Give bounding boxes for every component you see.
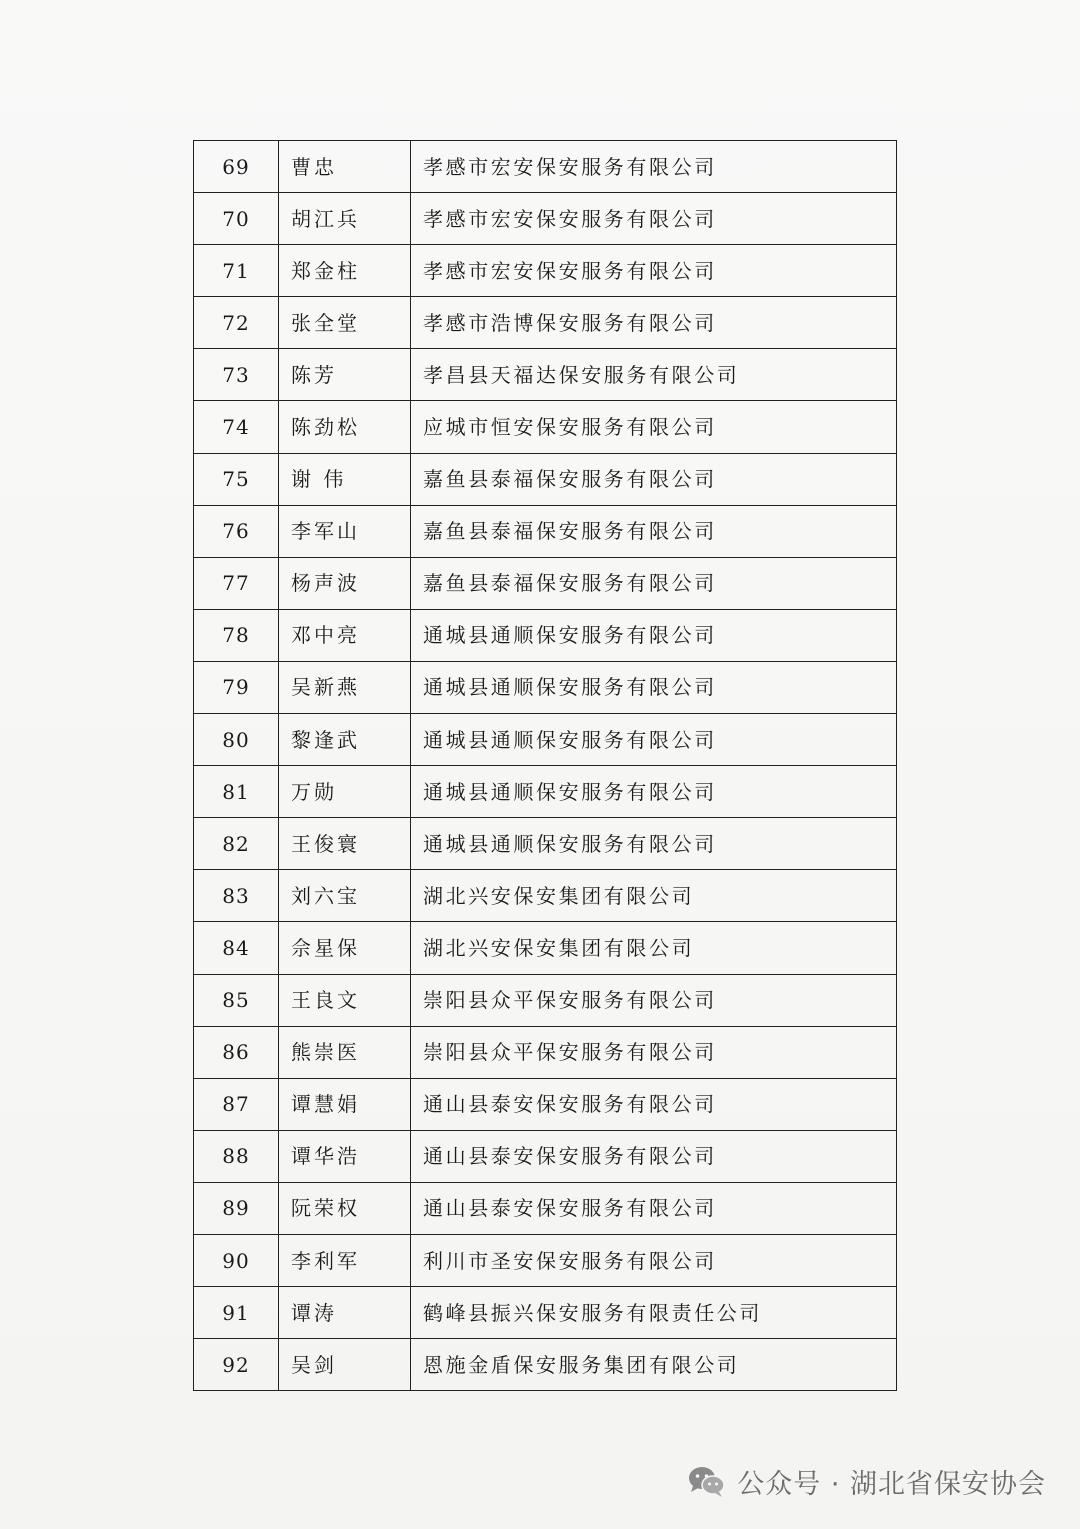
person-name: 陈劲松 (279, 401, 411, 453)
row-number: 74 (194, 401, 279, 453)
wechat-icon (687, 1465, 727, 1499)
company-name: 湖北兴安保安集团有限公司 (411, 922, 897, 974)
person-name: 胡江兵 (279, 193, 411, 245)
row-number: 75 (194, 453, 279, 505)
table-row (194, 453, 897, 505)
person-name: 曹忠 (279, 141, 411, 193)
table-row (194, 349, 897, 401)
row-number: 90 (194, 1234, 279, 1286)
person-name: 李利军 (279, 1234, 411, 1286)
company-name: 孝感市宏安保安服务有限公司 (411, 141, 897, 193)
row-number: 91 (194, 1287, 279, 1339)
company-name: 恩施金盾保安服务集团有限公司 (411, 1339, 897, 1391)
person-name: 邓中亮 (279, 609, 411, 661)
company-name: 嘉鱼县泰福保安服务有限公司 (411, 505, 897, 557)
company-name: 应城市恒安保安服务有限公司 (411, 401, 897, 453)
table-row (194, 870, 897, 922)
person-name: 谭涛 (279, 1287, 411, 1339)
person-name: 吴新燕 (279, 661, 411, 713)
person-name: 陈芳 (279, 349, 411, 401)
table-row (194, 1182, 897, 1234)
row-number: 72 (194, 297, 279, 349)
table-row (194, 557, 897, 609)
table-row (194, 1078, 897, 1130)
table-row (194, 1130, 897, 1182)
row-number: 73 (194, 349, 279, 401)
row-number: 82 (194, 818, 279, 870)
person-name: 郑金柱 (279, 245, 411, 297)
row-number: 80 (194, 714, 279, 766)
row-number: 71 (194, 245, 279, 297)
table-row (194, 818, 897, 870)
company-name: 通城县通顺保安服务有限公司 (411, 766, 897, 818)
company-name: 嘉鱼县泰福保安服务有限公司 (411, 557, 897, 609)
table-row (194, 922, 897, 974)
row-number: 78 (194, 609, 279, 661)
table-row (194, 974, 897, 1026)
roster-body (194, 141, 897, 1391)
company-name: 孝感市宏安保安服务有限公司 (411, 245, 897, 297)
company-name: 通城县通顺保安服务有限公司 (411, 714, 897, 766)
table-row (194, 193, 897, 245)
person-name: 万勋 (279, 766, 411, 818)
person-name: 王俊寰 (279, 818, 411, 870)
table-row (194, 401, 897, 453)
table-row (194, 297, 897, 349)
person-name: 黎逢武 (279, 714, 411, 766)
table-row (194, 505, 897, 557)
roster-table (193, 140, 897, 1391)
row-number: 92 (194, 1339, 279, 1391)
row-number: 70 (194, 193, 279, 245)
person-name: 吴剑 (279, 1339, 411, 1391)
person-name: 阮荣权 (279, 1182, 411, 1234)
company-name: 嘉鱼县泰福保安服务有限公司 (411, 453, 897, 505)
row-number: 87 (194, 1078, 279, 1130)
table-row (194, 1287, 897, 1339)
row-number: 86 (194, 1026, 279, 1078)
watermark-text: 公众号 · 湖北省保安协会 (737, 1469, 1046, 1500)
row-number: 88 (194, 1130, 279, 1182)
person-name: 谢 伟 (279, 453, 411, 505)
row-number: 85 (194, 974, 279, 1026)
table-row (194, 714, 897, 766)
row-number: 83 (194, 870, 279, 922)
person-name: 谭慧娟 (279, 1078, 411, 1130)
row-number: 84 (194, 922, 279, 974)
table-row (194, 1026, 897, 1078)
person-name: 佘星保 (279, 922, 411, 974)
company-name: 孝感市浩博保安服务有限公司 (411, 297, 897, 349)
company-name: 湖北兴安保安集团有限公司 (411, 870, 897, 922)
company-name: 崇阳县众平保安服务有限公司 (411, 1026, 897, 1078)
row-number: 76 (194, 505, 279, 557)
company-name: 通山县泰安保安服务有限公司 (411, 1130, 897, 1182)
person-name: 李军山 (279, 505, 411, 557)
table-row (194, 141, 897, 193)
row-number: 69 (194, 141, 279, 193)
row-number: 79 (194, 661, 279, 713)
company-name: 鹤峰县振兴保安服务有限责任公司 (411, 1287, 897, 1339)
person-name: 刘六宝 (279, 870, 411, 922)
company-name: 通城县通顺保安服务有限公司 (411, 818, 897, 870)
company-name: 通山县泰安保安服务有限公司 (411, 1078, 897, 1130)
table-row (194, 661, 897, 713)
company-name: 通城县通顺保安服务有限公司 (411, 661, 897, 713)
person-name: 谭华浩 (279, 1130, 411, 1182)
watermark (687, 1462, 1046, 1501)
table-row (194, 609, 897, 661)
company-name: 通城县通顺保安服务有限公司 (411, 609, 897, 661)
company-name: 利川市圣安保安服务有限公司 (411, 1234, 897, 1286)
person-name: 王良文 (279, 974, 411, 1026)
row-number: 81 (194, 766, 279, 818)
table-row (194, 1339, 897, 1391)
company-name: 孝感市宏安保安服务有限公司 (411, 193, 897, 245)
table-row (194, 245, 897, 297)
table-row (194, 1234, 897, 1286)
company-name: 孝昌县天福达保安服务有限公司 (411, 349, 897, 401)
company-name: 通山县泰安保安服务有限公司 (411, 1182, 897, 1234)
person-name: 杨声波 (279, 557, 411, 609)
row-number: 89 (194, 1182, 279, 1234)
person-name: 张全堂 (279, 297, 411, 349)
row-number: 77 (194, 557, 279, 609)
company-name: 崇阳县众平保安服务有限公司 (411, 974, 897, 1026)
person-name: 熊崇医 (279, 1026, 411, 1078)
table-row (194, 766, 897, 818)
